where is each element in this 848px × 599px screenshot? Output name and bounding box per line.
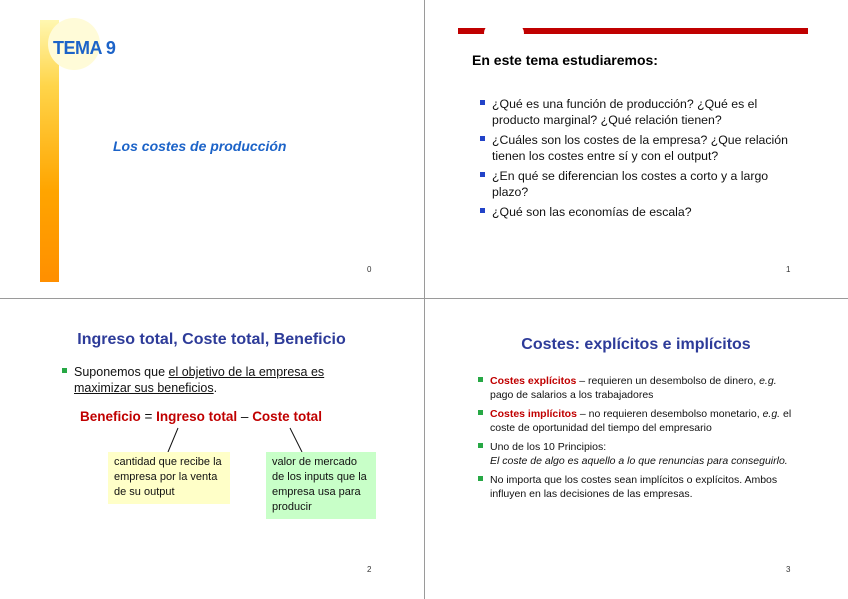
list-item: ¿Qué es una función de producción? ¿Qué es el producto marginal? ¿Qué relación tienen? — [480, 96, 800, 128]
list-item: Uno de los 10 Principios: El coste de algo es aquello a lo que renuncias para conseguirlo. — [478, 440, 798, 468]
page-number-1: 1 — [786, 265, 791, 274]
page-number-2: 2 — [367, 565, 372, 574]
page-number-3: 3 — [786, 565, 791, 574]
slide-2-bullet: Suponemos que el objetivo de la empresa es maximizar sus beneficios. — [62, 364, 362, 396]
list-item: ¿Cuáles son los costes de la empresa? ¿Que relación tienen los costes entre sí y con el output? — [480, 132, 800, 164]
list-item: ¿Qué son las economías de escala? — [480, 204, 800, 220]
profit-formula: Beneficio = Ingreso total – Coste total — [80, 409, 322, 424]
slide-0-title: TEMA 9 — [53, 38, 116, 58]
slide-1-title: En este tema estudiaremos: — [472, 52, 658, 68]
page-number-0: 0 — [367, 265, 372, 274]
slide-3-list — [478, 374, 798, 506]
callout-ingreso: cantidad que recibe la empresa por la venta de su output — [108, 452, 230, 504]
list-item: Costes explícitos – requieren un desembolso de dinero, e.g. pago de salarios a los trabajadores — [478, 374, 798, 402]
slide-2-title: Ingreso total, Coste total, Beneficio — [77, 331, 346, 348]
bullet-icon — [478, 476, 483, 481]
bullet-icon — [478, 410, 483, 415]
list-item: ¿En qué se diferencian los costes a corto y a largo plazo? — [480, 168, 800, 200]
slide-3-title: Costes: explícitos e implícitos — [521, 336, 751, 353]
list-item: Costes implícitos – no requieren desembolso monetario, e.g. el coste de oportunidad del tiempo del empresario — [478, 407, 798, 435]
list-item: No importa que los costes sean implícitos o explícitos. Ambos influyen en las decisiones de las empresas. — [478, 473, 798, 501]
bullet-icon — [478, 377, 483, 382]
slide-0-subtitle: Los costes de producción — [113, 138, 287, 154]
bullet-icon — [478, 443, 483, 448]
callout-coste: valor de mercado de los inputs que la empresa usa para producir — [266, 452, 376, 519]
